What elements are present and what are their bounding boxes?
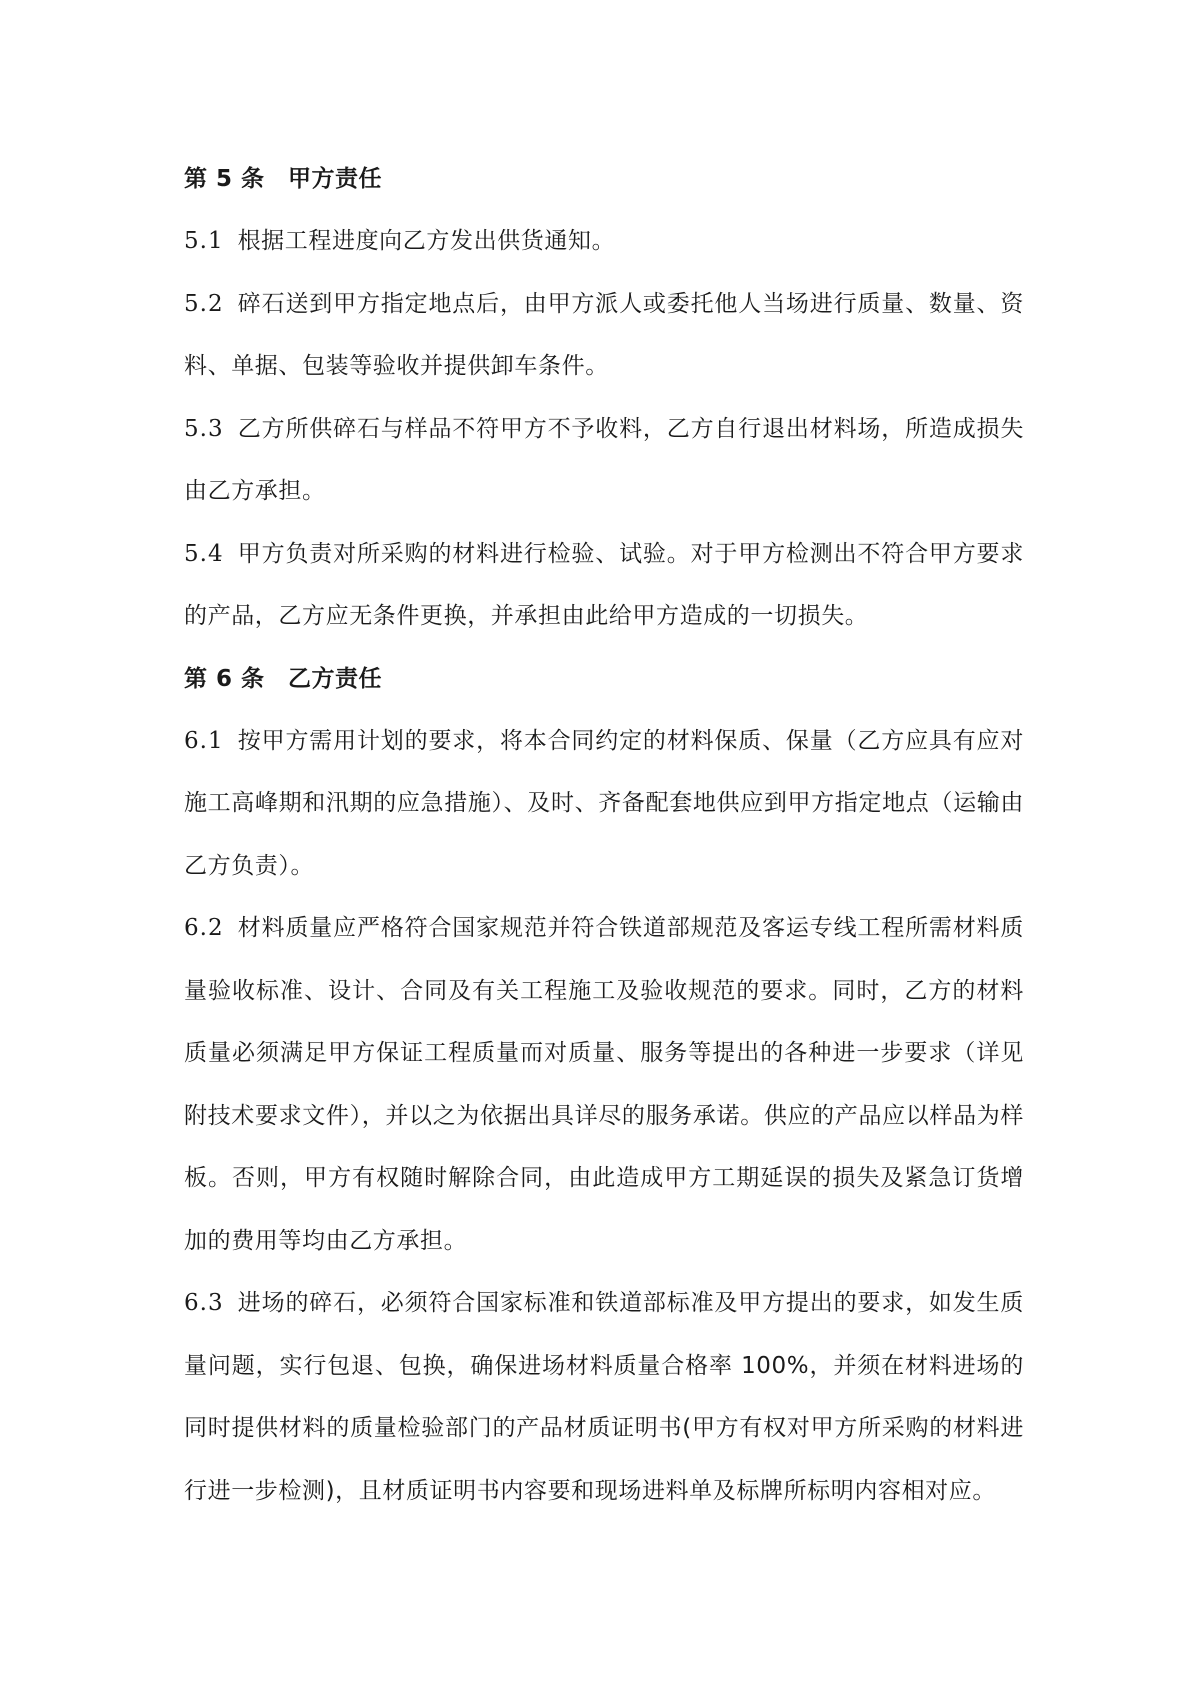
clause-5-3 [184,398,1024,523]
section-heading-6: 第 6 条 乙方责任 [184,665,383,692]
clause-number: 5.4 [184,540,224,567]
clause-text: 进场的碎石，必须符合国家标准和铁道部标准及甲方提出的要求，如发生质量问题，实行包退、包换，确保进场材料质量合格率 100%，并须在材料进场的同时提供材料的质量检验部门的产品材质证明书(甲方有权对甲方所采购的材料进行进一步检测)，且材质证明书内容要和现场进料单及标牌所标明内容相对应。 [184,1290,1024,1504]
clause-5-2 [184,273,1024,398]
clause-5-4 [184,523,1024,648]
clause-number: 6.3 [184,1290,224,1316]
clause-6-1 [184,710,1024,898]
clause-text: 甲方负责对所采购的材料进行检验、试验。对于甲方检测出不符合甲方要求的产品，乙方应无条件更换，并承担由此给甲方造成的一切损失。 [184,540,1024,629]
clause-6-3 [184,1272,1024,1522]
clause-5-1 [184,210,1024,273]
clause-number: 6.1 [184,727,224,754]
clause-number: 5.2 [184,290,224,317]
document-page [184,148,1024,1522]
clause-text: 按甲方需用计划的要求，将本合同约定的材料保质、保量（乙方应具有应对施工高峰期和汛期的应急措施）、及时、齐备配套地供应到甲方指定地点（运输由乙方负责）。 [184,727,1024,879]
clause-6-2 [184,897,1024,1272]
clause-text: 根据工程进度向乙方发出供货通知。 [237,228,616,254]
clause-number: 6.2 [184,915,224,941]
clause-text: 碎石送到甲方指定地点后，由甲方派人或委托他人当场进行质量、数量、资料、单据、包装等验收并提供卸车条件。 [184,290,1024,379]
section-heading-5: 第 5 条 甲方责任 [184,166,383,192]
clause-number: 5.1 [184,228,224,254]
clause-text: 乙方所供碎石与样品不符甲方不予收料，乙方自行退出材料场，所造成损失由乙方承担。 [184,415,1024,504]
clause-number: 5.3 [184,415,224,442]
clause-text: 材料质量应严格符合国家规范并符合铁道部规范及客运专线工程所需材料质量验收标准、设计、合同及有关工程施工及验收规范的要求。同时，乙方的材料质量必须满足甲方保证工程质量而对质量、服务等提出的各种进一步要求（详见附技术要求文件），并以之为依据出具详尽的服务承诺。供应的产品应以样品为样板。否则，甲方有权随时解除合同，由此造成甲方工期延误的损失及紧急订货增加的费用等均由乙方承担。 [184,915,1024,1254]
